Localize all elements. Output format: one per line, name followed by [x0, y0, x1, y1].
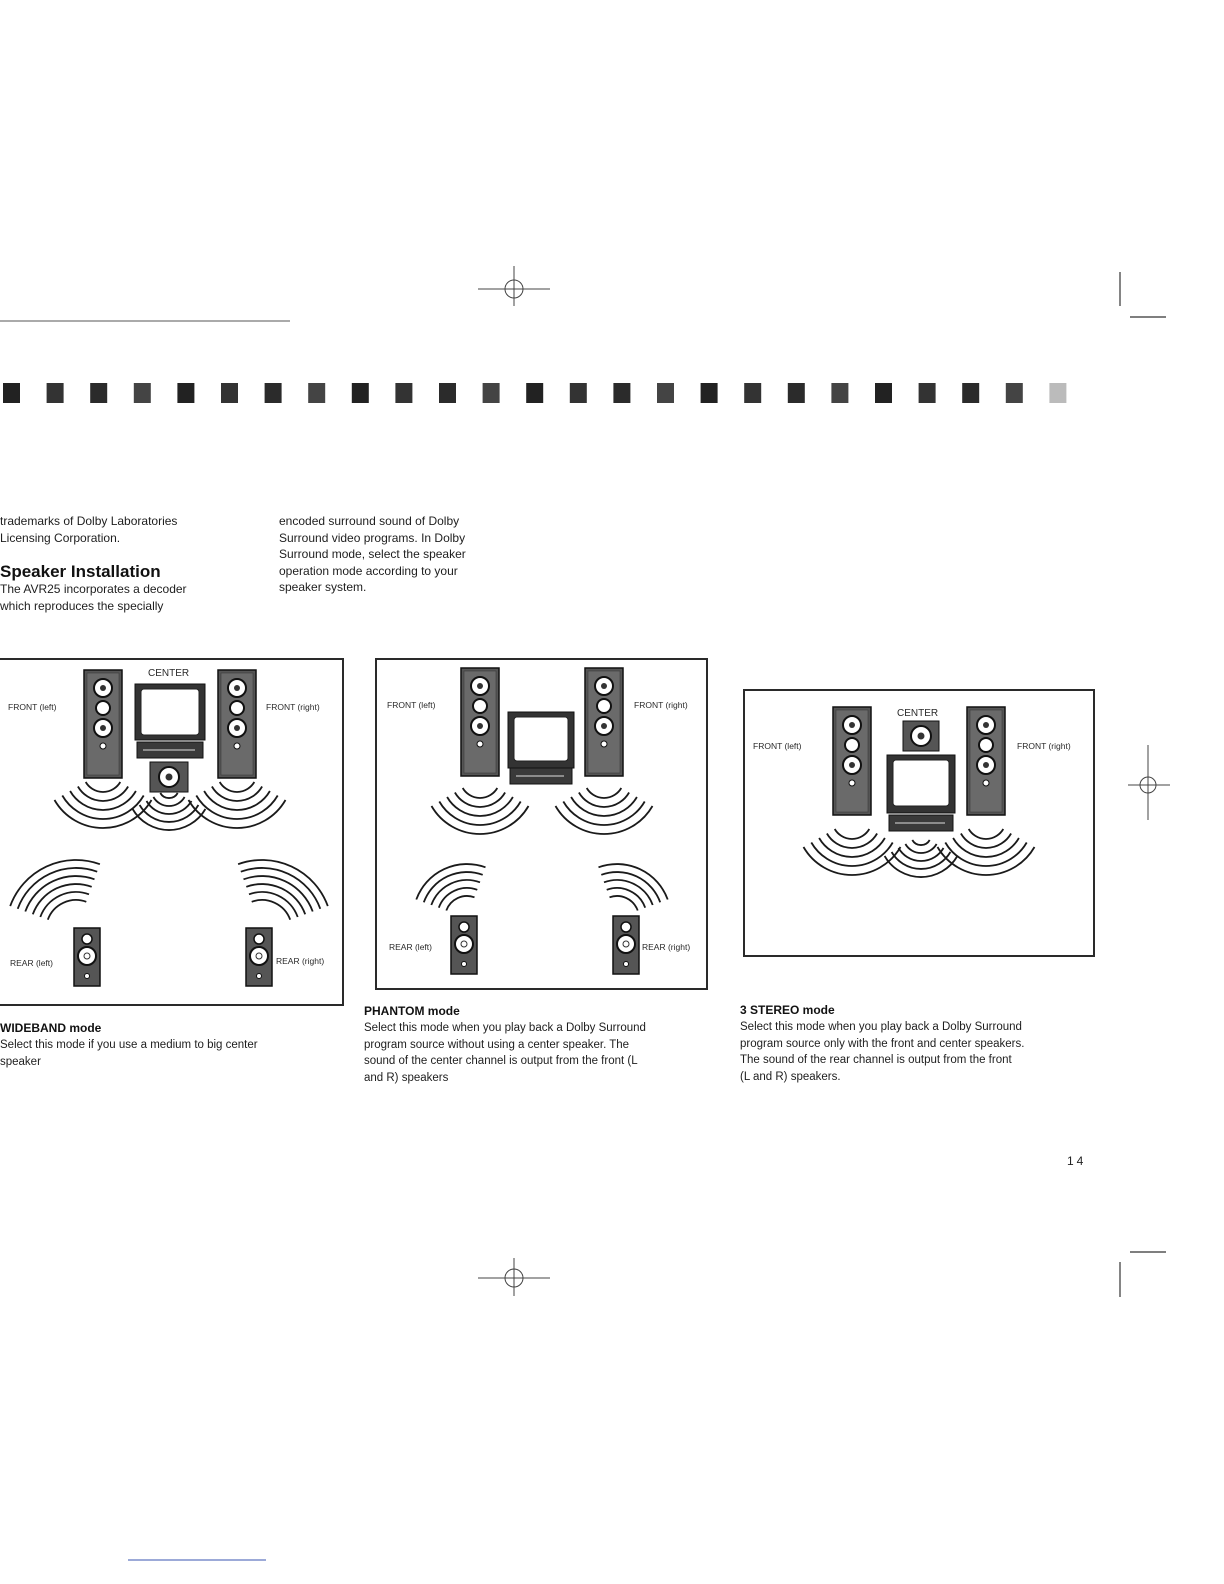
rear-right-speaker	[613, 916, 639, 974]
band-square	[570, 383, 587, 403]
band-square	[1006, 383, 1023, 403]
port	[234, 743, 240, 749]
sound-wave-arc	[133, 809, 206, 830]
sound-wave-arc	[835, 829, 870, 839]
rear-port	[624, 962, 629, 967]
sound-wave-arc	[446, 896, 474, 911]
tweeter-dome	[477, 683, 483, 689]
woofer-dome	[983, 762, 989, 768]
registration-mark-top	[478, 266, 550, 306]
sound-wave-arc	[579, 793, 629, 807]
woofer-dome	[601, 723, 607, 729]
band-square	[919, 383, 936, 403]
front-right-speaker	[967, 707, 1005, 815]
intro-column-2: encoded surround sound of Dolby Surround video programs. In Dolby Surround mode, select the speaker operation mode according to your speaker system.	[279, 514, 466, 594]
phantom-figure	[375, 658, 708, 990]
tv-set	[135, 684, 205, 758]
intro-column-1	[0, 513, 250, 546]
band-square	[657, 383, 674, 403]
stereo-description: Select this mode when you play back a Dolby Surround program source only with the front and center speakers. The sound of the rear channel is output from the front (L and R) speakers.	[740, 1021, 1025, 1083]
sound-wave-arc	[431, 880, 480, 905]
midrange	[473, 699, 487, 713]
band-square	[526, 383, 543, 403]
port	[601, 741, 607, 747]
intro-line-2: Licensing Corporation.	[0, 530, 121, 545]
rear-port	[85, 974, 90, 979]
sound-wave-arc	[220, 782, 255, 792]
band-square	[613, 383, 630, 403]
sound-wave-arc	[160, 793, 177, 798]
midrange	[979, 738, 993, 752]
tweeter-dome	[601, 683, 607, 689]
rear-woofer-dome	[84, 953, 90, 959]
section-title: Speaker Installation	[0, 562, 161, 581]
front-left-label: FRONT (left)	[753, 741, 802, 751]
sound-wave-arc	[961, 834, 1011, 848]
band-square	[3, 383, 20, 403]
band-square	[788, 383, 805, 403]
center-label: CENTER	[897, 708, 939, 719]
center-speaker	[903, 721, 939, 751]
midrange	[845, 738, 859, 752]
wideband-figure	[0, 658, 344, 1006]
tweeter-dome	[983, 722, 989, 728]
sound-wave-arc	[811, 843, 892, 866]
sound-wave-arc	[48, 900, 87, 920]
sound-wave-arc	[40, 892, 89, 917]
band-square	[221, 383, 238, 403]
band-square	[831, 383, 848, 403]
rear-tweeter	[82, 934, 92, 944]
port	[983, 780, 989, 786]
band-square	[483, 383, 500, 403]
tv-set	[887, 755, 955, 831]
rear-left-label: REAR (left)	[389, 942, 432, 952]
wave-rear-right	[599, 864, 668, 910]
band-square	[395, 383, 412, 403]
sound-wave-arc	[899, 848, 944, 861]
rear-right-speaker	[246, 928, 272, 986]
band-square	[265, 383, 282, 403]
sound-wave-arc	[969, 829, 1004, 839]
band-square	[177, 383, 194, 403]
sound-wave-arc	[563, 802, 644, 825]
port	[100, 743, 106, 749]
woofer-dome	[477, 723, 483, 729]
sound-wave-arc	[587, 788, 622, 798]
front-right-speaker	[218, 670, 256, 778]
sound-wave-arc	[912, 840, 929, 845]
band-square	[962, 383, 979, 403]
front-right-label: FRONT (right)	[634, 700, 688, 710]
phantom-caption	[364, 1003, 714, 1086]
center-speaker	[150, 762, 188, 792]
rear-tweeter	[254, 934, 264, 944]
front-right-speaker	[585, 668, 623, 776]
sound-wave-arc	[945, 843, 1026, 866]
front-left-speaker	[461, 668, 499, 776]
sound-wave-arc	[455, 793, 505, 807]
wave-front-left	[55, 782, 152, 828]
midrange	[230, 701, 244, 715]
intro-line-1: trademarks of Dolby Laboratories	[0, 514, 178, 528]
wave-rear-left	[416, 864, 485, 910]
front-left-label: FRONT (left)	[8, 702, 57, 712]
rear-port	[462, 962, 467, 967]
center-label: CENTER	[148, 668, 190, 679]
band-square	[439, 383, 456, 403]
stereo-illustration	[745, 691, 1093, 955]
tv-set	[508, 712, 574, 784]
sound-wave-arc	[78, 787, 128, 801]
port	[849, 780, 855, 786]
wideband-description: Select this mode if you use a medium to big center speaker	[0, 1039, 258, 1068]
rear-left-speaker	[451, 916, 477, 974]
sound-wave-arc	[604, 880, 653, 905]
sound-wave-arc	[62, 796, 143, 819]
band-square	[47, 383, 64, 403]
midrange	[96, 701, 110, 715]
band-square	[308, 383, 325, 403]
section-text: The AVR25 incorporates a decoder which reproduces the specially	[0, 582, 187, 613]
wave-center	[133, 793, 206, 830]
stereo-title: 3 STEREO mode	[740, 1003, 835, 1017]
woofer-dome	[100, 725, 106, 731]
rear-right-label: REAR (right)	[642, 942, 691, 952]
sound-wave-arc	[249, 892, 298, 917]
sound-wave-arc	[439, 802, 520, 825]
front-left-label: FRONT (left)	[387, 700, 436, 710]
front-right-label: FRONT (right)	[266, 702, 320, 712]
wave-front-right	[189, 782, 286, 828]
rear-tweeter	[621, 922, 631, 932]
rear-tweeter	[459, 922, 469, 932]
rear-woofer-dome	[461, 941, 467, 947]
band-square	[90, 383, 107, 403]
stereo-caption	[740, 1002, 1090, 1085]
rear-port	[257, 974, 262, 979]
midrange	[597, 699, 611, 713]
band-square	[875, 383, 892, 403]
rear-left-label: REAR (left)	[10, 958, 53, 968]
wave-front-left	[432, 788, 529, 834]
tweeter-dome	[100, 685, 106, 691]
sound-wave-arc	[86, 782, 121, 792]
band-square	[1049, 383, 1066, 403]
wave-front-right	[938, 829, 1035, 875]
sound-wave-arc	[827, 834, 877, 848]
front-left-speaker	[84, 670, 122, 778]
phantom-description: Select this mode when you play back a Dolby Surround program source without using a center speaker. The sound of the center channel is output from the front (L and R) speakers	[364, 1022, 646, 1084]
sound-wave-arc	[212, 787, 262, 801]
registration-mark-right	[1128, 745, 1170, 820]
front-right-label: FRONT (right)	[1017, 741, 1071, 751]
page-number: 14	[1067, 1154, 1087, 1168]
sound-wave-arc	[463, 788, 498, 798]
wideband-caption	[0, 1020, 340, 1070]
sound-wave-arc	[147, 801, 192, 814]
tweeter-dome	[849, 722, 855, 728]
tweeter-dome	[234, 685, 240, 691]
rear-right-label: REAR (right)	[276, 956, 325, 966]
band-square	[134, 383, 151, 403]
stereo-figure	[743, 689, 1095, 957]
rear-woofer-dome	[623, 941, 629, 947]
phantom-title: PHANTOM mode	[364, 1004, 460, 1018]
wave-rear-left	[10, 860, 100, 920]
sound-wave-arc	[196, 796, 277, 819]
wave-rear-right	[238, 860, 328, 920]
band-square	[352, 383, 369, 403]
registration-mark-bottom	[478, 1258, 550, 1296]
band-square	[744, 383, 761, 403]
woofer-dome	[234, 725, 240, 731]
band-square	[701, 383, 718, 403]
rear-woofer-dome	[256, 953, 262, 959]
wave-front-right	[556, 788, 653, 834]
woofer-dome	[849, 762, 855, 768]
front-left-speaker	[833, 707, 871, 815]
port	[477, 741, 483, 747]
decorative-square-band	[3, 383, 1066, 403]
rear-left-speaker	[74, 928, 100, 986]
wave-front-left	[804, 829, 901, 875]
sound-wave-arc	[252, 900, 291, 920]
sound-wave-arc	[610, 896, 638, 911]
wideband-title: WIDEBAND mode	[0, 1021, 102, 1035]
